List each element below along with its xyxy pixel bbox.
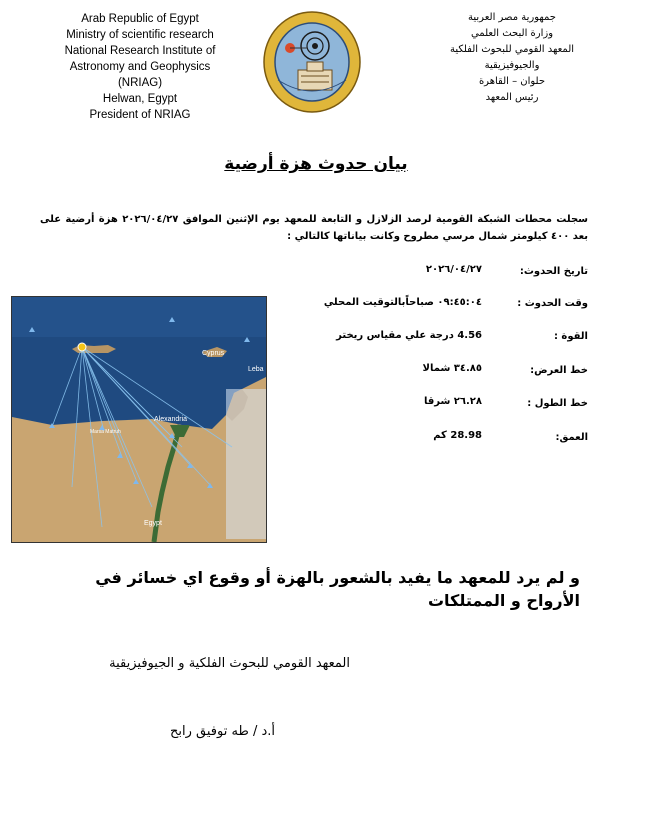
marsa-matruh-label: Marsa Matruh: [90, 429, 121, 435]
lebanon-label: Leba: [248, 366, 264, 373]
latitude-label: خط العرض:: [530, 365, 588, 376]
english-header-line: National Research Institute of: [64, 45, 216, 57]
magnitude-label: القوة :: [553, 331, 588, 342]
english-header-line: Ministry of scientific research: [66, 29, 214, 41]
signature-name: أ.د / طه توفيق رابح: [170, 724, 275, 739]
damage-note: و لم يرد للمعهد ما يفيد بالشعور بالهزة أو وقوع اي خسائر في الأرواح و الممتلكات: [95, 568, 580, 610]
english-header-line: (NRIAG): [117, 77, 163, 89]
longitude-value: ٢٦.٢٨ شرقا: [423, 396, 482, 407]
latitude-value: ٣٤.٨٥ شمالا: [422, 363, 482, 374]
english-header-line: President of NRIAG: [89, 109, 191, 121]
intro-paragraph: سجلت محطات الشبكة القومية لرصد الزلازل و التابعة للمعهد يوم الإثنين الموافق ٢٠٢٦/٠٤/٢٧ هزة أرضية على بعد ٤٠٠ كيلومتر شمال مرسي مطروح وكانت بياناتها كالتالي :: [40, 214, 588, 242]
english-header-line: Arab Republic of Egypt: [81, 13, 199, 25]
arabic-header-line: المعهد القومي للبحوث الفلكية: [449, 44, 575, 55]
english-header-line: Astronomy and Geophysics: [69, 61, 211, 73]
overlay-panel: [226, 389, 266, 539]
arabic-header-line: رئيس المعهد: [485, 92, 539, 103]
english-header-line: Helwan, Egypt: [102, 93, 178, 105]
map-svg: [12, 297, 266, 542]
alexandria-label: Alexandria: [154, 416, 188, 423]
time-label: وقت الحدوث :: [517, 298, 588, 309]
epicenter-map: [11, 296, 267, 543]
depth-value: 28.98 كم: [433, 430, 482, 441]
arabic-header-line: جمهورية مصر العربية: [468, 12, 556, 23]
epicenter-marker: [78, 343, 86, 351]
egypt-label: Egypt: [144, 520, 162, 527]
longitude-label: خط الطول :: [527, 398, 588, 409]
magnitude-value: 4.56 درجة علي مقياس ريختر: [336, 330, 482, 341]
arabic-header-line: حلوان – القاهرة: [478, 76, 546, 87]
depth-label: العمق:: [555, 432, 588, 443]
nriag-seal-icon: [262, 10, 362, 114]
document-title: بيان حدوث هزة أرضية: [224, 154, 408, 174]
signature-institute: المعهد القومي للبحوث الفلكية و الجيوفيزيقية: [109, 656, 350, 671]
sea-shading: [12, 297, 266, 337]
arabic-header-line: والجيوفيزيقية: [484, 60, 540, 71]
arabic-header: [412, 10, 612, 106]
date-label: تاريخ الحدوث:: [519, 266, 588, 277]
date-value: ٢٠٢٦/٠٤/٢٧: [425, 264, 482, 275]
nriag-logo: [262, 10, 362, 114]
time-value: ٠٩:٤٥:٠٤ صباحاًبالتوقيت المحلي: [323, 297, 482, 308]
cyprus-label: Cyprus: [202, 350, 225, 357]
arabic-header-line: وزارة البحث العلمي: [470, 28, 554, 39]
english-header: [40, 11, 240, 123]
